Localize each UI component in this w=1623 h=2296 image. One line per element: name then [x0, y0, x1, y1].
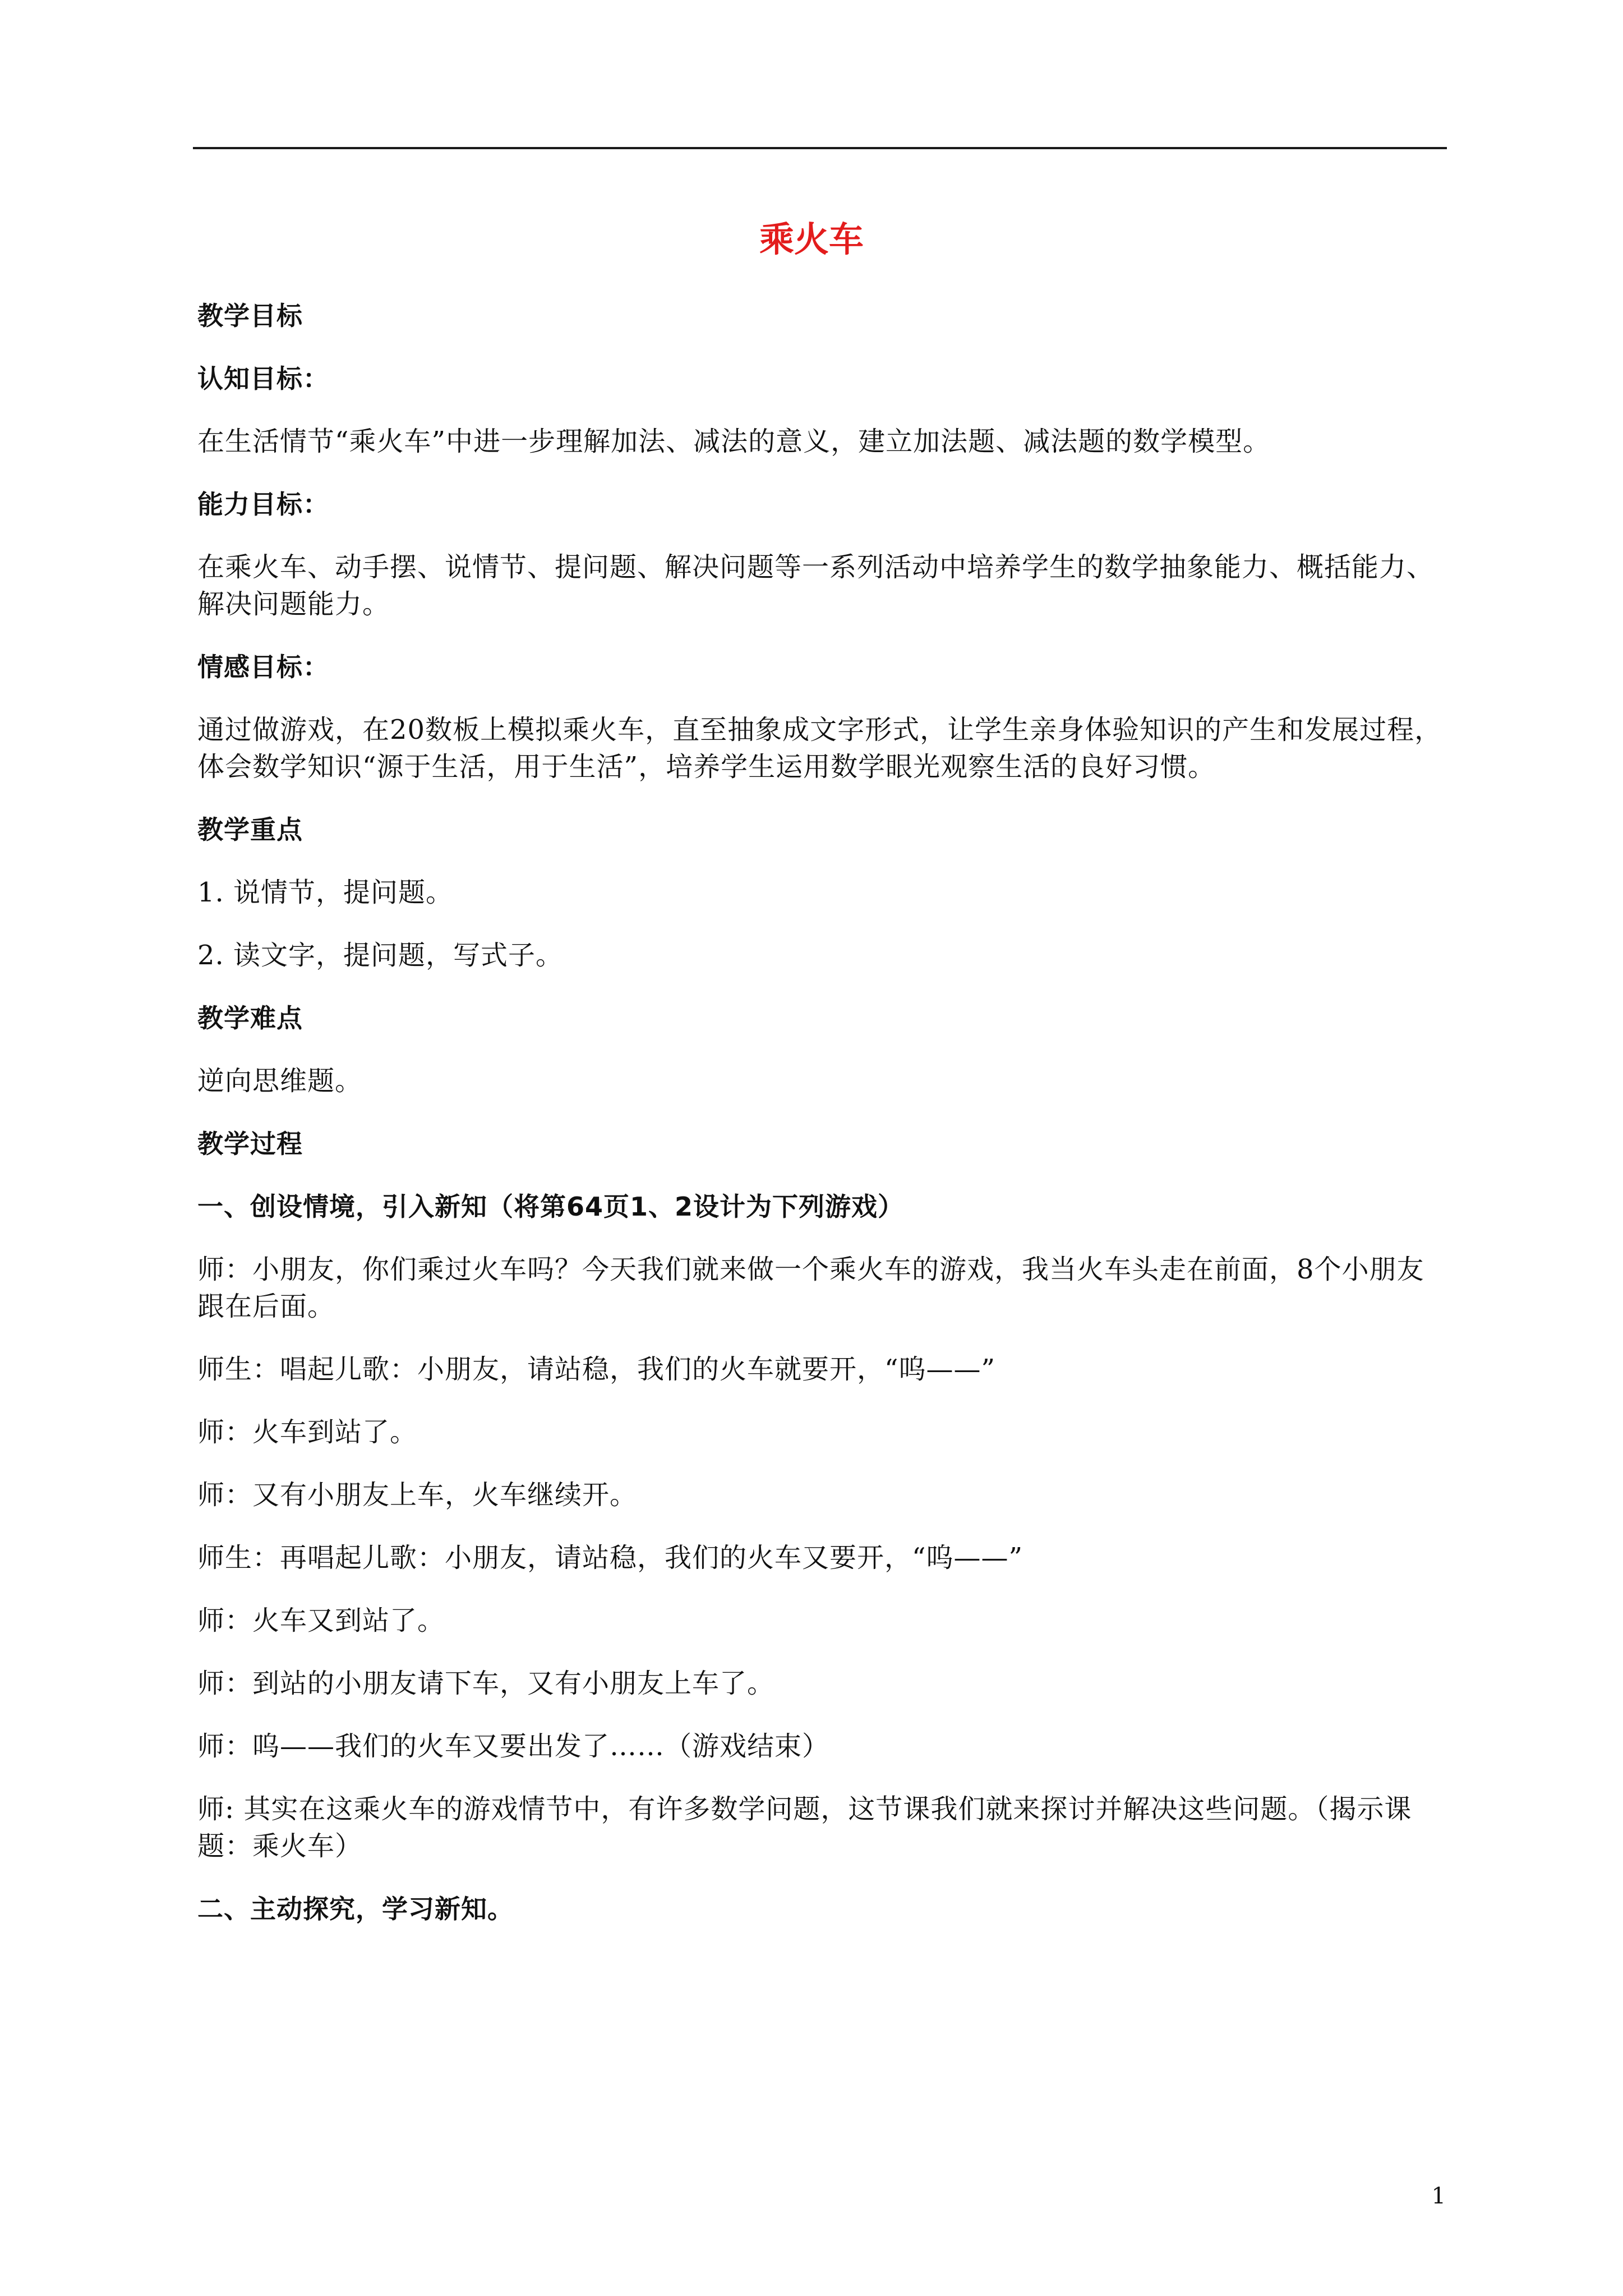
section-heading: 教学目标 [197, 301, 303, 331]
dialogue-line: 师：小朋友，你们乘过火车吗？今天我们就来做一个乘火车的游戏，我当火车头走在前面，8个小朋友跟在后面。 [197, 1254, 1424, 1322]
section-heading: 教学难点 [197, 1003, 303, 1033]
dialogue-line: 师：呜——我们的火车又要出发了……（游戏结束） [197, 1731, 830, 1762]
section-heading: 认知目标： [197, 364, 329, 394]
body-paragraph: 逆向思维题。 [197, 1065, 363, 1097]
dialogue-line: 师：又有小朋友上车，火车继续开。 [197, 1479, 638, 1511]
section-heading: 教学重点 [197, 815, 303, 845]
dialogue-line: 师：到站的小朋友请下车，又有小朋友上车了。 [197, 1668, 775, 1699]
dialogue-line: 师：火车又到站了。 [197, 1605, 445, 1636]
list-item: 2. 读文字，提问题，写式子。 [197, 940, 564, 971]
section-heading: 教学过程 [197, 1129, 303, 1159]
section-heading: 一、创设情境，引入新知（将第64页1、2设计为下列游戏） [197, 1191, 905, 1222]
body-paragraph: 在生活情节“乘火车”中进一步理解加法、减法的意义，建立加法题、减法题的数学模型。 [197, 426, 1271, 457]
dialogue-line: 师生：再唱起儿歌：小朋友，请站稳，我们的火车又要开，“呜——” [197, 1542, 1023, 1573]
dialogue-line: 师：火车到站了。 [197, 1416, 418, 1448]
page-number: 1 [1431, 2183, 1446, 2209]
list-item: 1. 说情节，提问题。 [197, 877, 454, 908]
document-title: 乘火车 [759, 219, 864, 260]
dialogue-line: 师生：唱起儿歌：小朋友，请站稳，我们的火车就要开，“呜——” [197, 1354, 996, 1385]
document-body [197, 297, 1445, 1953]
header-rule [193, 147, 1447, 149]
body-paragraph: 在乘火车、动手摆、说情节、提问题、解决问题等一系列活动中培养学生的数学抽象能力、概括能力、解决问题能力。 [197, 551, 1435, 620]
body-paragraph: 通过做游戏，在20数板上模拟乘火车，直至抽象成文字形式，让学生亲身体验知识的产生和发展过程，体会数学知识“源于生活，用于生活”，培养学生运用数学眼光观察生活的良好习惯。 [197, 714, 1442, 783]
section-heading: 二、主动探究，学习新知。 [197, 1894, 514, 1924]
section-heading: 能力目标： [197, 489, 329, 519]
section-heading: 情感目标： [197, 652, 329, 682]
dialogue-line: 师: 其实在这乘火车的游戏情节中，有许多数学问题，这节课我们就来探讨并解决这些问题。（揭示课题：乘火车） [197, 1793, 1412, 1862]
